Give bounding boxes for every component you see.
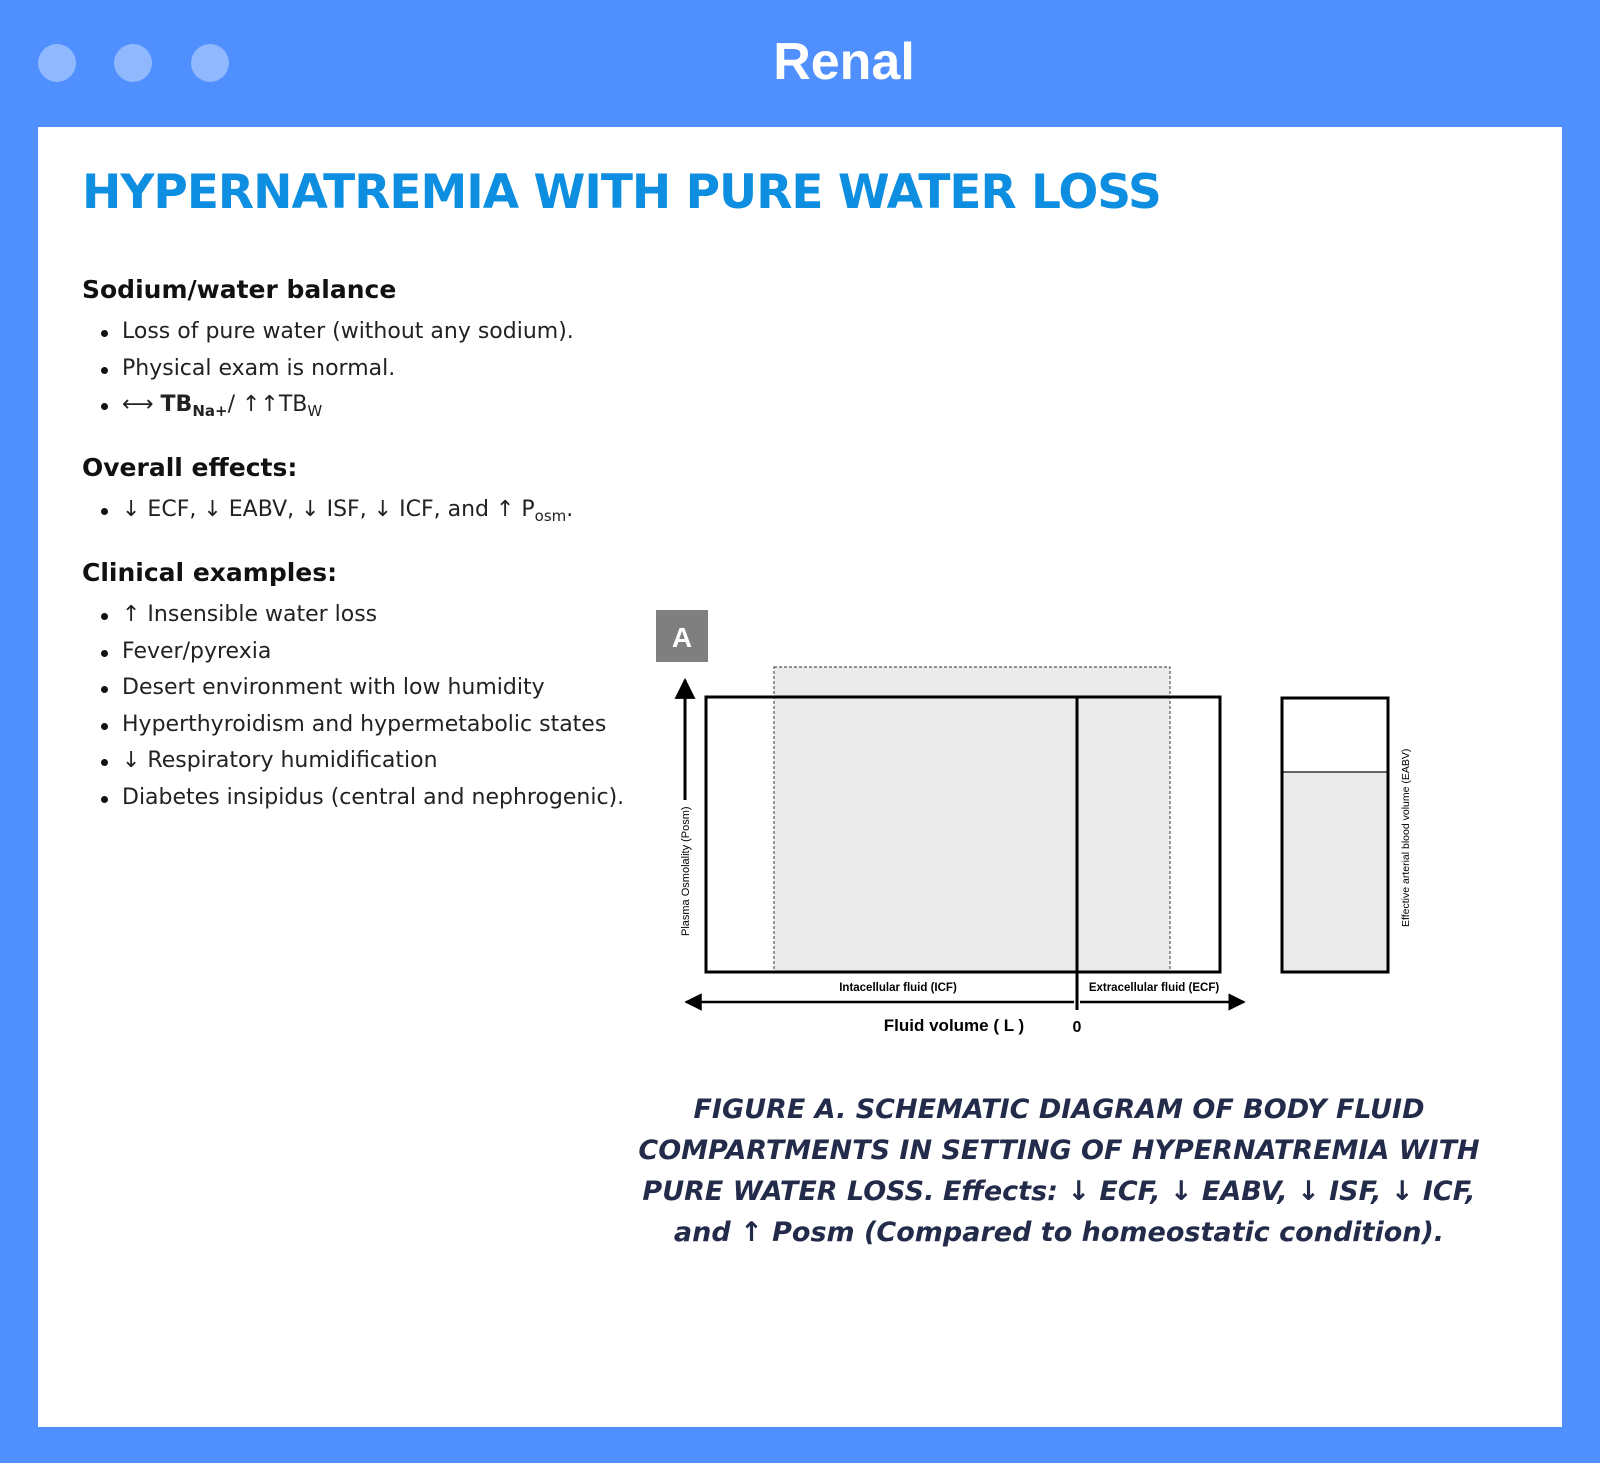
section-heading: Overall effects: [82, 453, 298, 482]
section-clinical-examples [82, 558, 662, 816]
bullet-list [82, 597, 662, 816]
caption-title: FIGURE A. SCHEMATIC DIAGRAM OF BODY FLUID COMPARTMENTS IN SETTING OF HYPERNATREMIA WITH PURE WATER LOSS. [638, 1094, 1480, 1207]
ecf-label: Extracellular fluid (ECF) [1088, 982, 1220, 994]
y-axis-label: Plasma Osmolality (Posm) [680, 806, 692, 936]
page-title: HYPERNATREMIA WITH PURE WATER LOSS [82, 165, 1161, 220]
diagram-svg [656, 610, 1476, 1050]
eabv-fill [1282, 772, 1388, 972]
list-item: ↑ Insensible water loss [122, 597, 662, 634]
list-item-effects: ↓ ECF, ↓ EABV, ↓ ISF, ↓ ICF, and ↑ $P_{osm}$. [122, 492, 662, 535]
x-axis-label: Fluid volume ( L ) [883, 1016, 1025, 1035]
bullet-list [82, 492, 662, 535]
list-item: Physical exam is normal. [122, 351, 662, 388]
window-title: Renal [773, 33, 915, 91]
figure-caption [634, 1089, 1484, 1253]
tb-label: $TB_{Na+}$ [160, 392, 228, 420]
list-item-balance [122, 387, 662, 430]
zero-label: 0 [1072, 1019, 1082, 1036]
list-item: Hyperthyroidism and hypermetabolic states [122, 707, 662, 744]
water-subscript: W [307, 402, 323, 420]
list-item: Desert environment with low humidity [122, 670, 662, 707]
fluid-compartment-diagram [656, 610, 1476, 1050]
list-item: Loss of pure water (without any sodium). [122, 314, 662, 351]
bidirectional-arrow: ⟷ [122, 392, 154, 417]
section-heading: Sodium/water balance [82, 275, 397, 304]
shaded-area-dashed [774, 667, 1170, 972]
bullet-list [82, 314, 662, 430]
section-heading: Clinical examples: [82, 558, 338, 587]
section-sodium-water-balance [82, 275, 662, 430]
icf-label: Intacellular fluid (ICF) [839, 982, 957, 994]
list-item: Fever/pyrexia [122, 634, 662, 671]
list-item: Diabetes insipidus (central and nephrogenic). [122, 780, 662, 817]
window-titlebar [0, 0, 1600, 127]
list-item: ↓ Respiratory humidification [122, 743, 662, 780]
figure-badge-label: A [671, 622, 693, 653]
content-panel [38, 127, 1562, 1427]
caption-body: Effects: ↓ ECF, ↓ EABV, ↓ ISF, ↓ ICF, and ↑ Posm (Compared to homeostatic condition). [673, 1176, 1476, 1248]
section-overall-effects [82, 453, 662, 535]
eabv-label: Effective arterial blood volume (EABV) [1400, 748, 1412, 927]
balance-text: / ↑↑TB [227, 392, 308, 417]
